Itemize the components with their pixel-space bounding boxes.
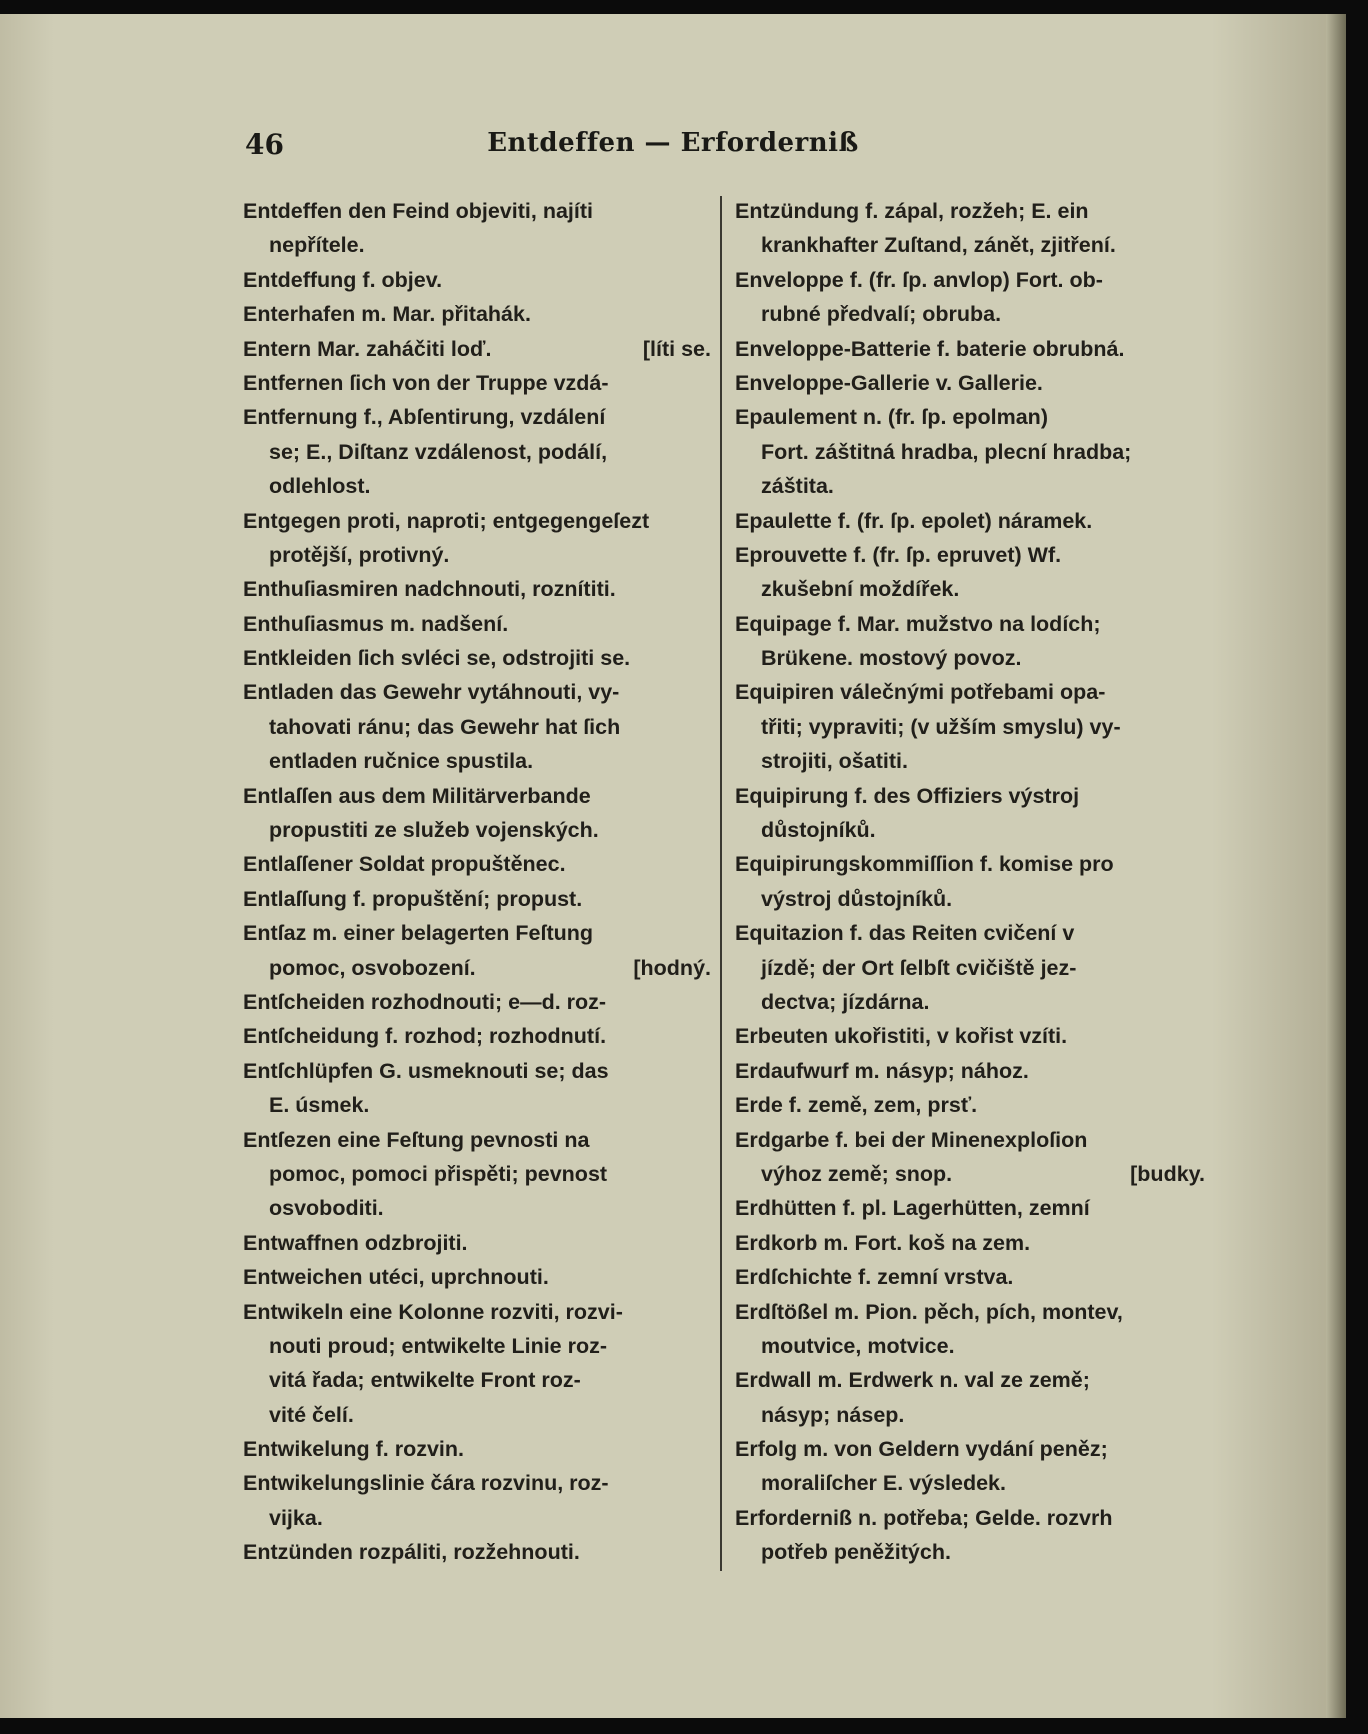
entry-text: Brükene. mostový povoz. <box>761 646 1022 671</box>
entry-text: Entwikeln eine Kolonne rozviti, rozvi- <box>243 1299 623 1324</box>
entry-text: Eprouvette f. (fr. ſp. epruvet) Wf. <box>735 542 1062 567</box>
book-page <box>0 14 1346 1718</box>
book-spine-shadow <box>1326 14 1346 1718</box>
entry-continuation-line <box>243 1088 711 1122</box>
entry-continuation-line <box>735 1466 1205 1500</box>
entry-text: Entlaſſung f. propuštění; propust. <box>243 886 583 911</box>
entry-text: tahovati ránu; das Gewehr hat ſich <box>269 714 621 739</box>
dictionary-entry-line <box>735 194 1205 228</box>
entry-continuation-line <box>243 710 711 744</box>
entry-text: protější, protivný. <box>269 542 450 567</box>
entry-text: moraliſcher E. výsledek. <box>761 1471 1006 1496</box>
dictionary-entry-line <box>735 916 1205 950</box>
entry-continuation-line <box>735 297 1205 331</box>
entry-text: Entſaz m. einer belagerten Feſtung <box>243 921 594 946</box>
entry-text: Entzünden rozpáliti, rozžehnouti. <box>243 1540 580 1565</box>
entry-text: se; E., Diſtanz vzdálenost, podálí, <box>269 439 608 464</box>
entry-text: Epaulette f. (fr. ſp. epolet) náramek. <box>735 508 1093 533</box>
entry-continuation-line <box>243 538 711 572</box>
entry-text: Entweichen utéci, uprchnouti. <box>243 1265 549 1290</box>
entry-text: Entgegen proti, naproti; entgegengeſezt <box>243 508 650 533</box>
entry-continuation-line <box>243 435 711 469</box>
entry-continuation-line <box>243 1191 711 1225</box>
entry-text: krankhafter Zuſtand, zánět, zjitření. <box>761 233 1116 258</box>
entry-text: Entkleiden ſich svléci se, odstrojiti se. <box>243 646 631 671</box>
dictionary-entry-line <box>735 1501 1205 1535</box>
entry-continuation-line <box>243 813 711 847</box>
dictionary-entry-line <box>243 985 711 1019</box>
entry-text: Enveloppe-Batterie f. baterie obrubná. <box>735 336 1125 361</box>
entry-text: Erdſchichte f. zemní vrstva. <box>735 1265 1014 1290</box>
entry-text: Erdgarbe f. bei der Minenexploſion <box>735 1127 1088 1152</box>
entry-text: Entern Mar. zaháčiti loď. <box>243 336 492 361</box>
entry-text: Epaulement n. (fr. ſp. epolman) <box>735 405 1048 430</box>
entry-text: osvoboditi. <box>269 1196 384 1221</box>
entry-continuation-line <box>243 1329 711 1363</box>
dictionary-entry-line <box>243 1226 711 1260</box>
dictionary-entry-line <box>735 504 1205 538</box>
entry-text: vitá řada; entwikelte Front roz- <box>269 1368 581 1393</box>
entry-text: Entlaſſen aus dem Militärverbande <box>243 783 591 808</box>
entry-text: záštita. <box>761 474 834 499</box>
entry-text: Equipiren válečnými potřebami opa- <box>735 680 1106 705</box>
entry-text: Equipirung f. des Offiziers výstroj <box>735 783 1080 808</box>
entry-continuation-line <box>735 228 1205 262</box>
dictionary-entry-line <box>735 675 1205 709</box>
hyphenation-tail: [hodný. <box>633 955 711 980</box>
entry-text: Entwikelungslinie čára rozvinu, roz- <box>243 1471 609 1496</box>
entry-text: Entwaffnen odzbrojiti. <box>243 1230 468 1255</box>
entry-text: nepřítele. <box>269 233 365 258</box>
entry-continuation-line <box>735 882 1205 916</box>
page-header <box>0 122 1346 166</box>
entry-text: Erforderniß n. potřeba; Gelde. rozvrh <box>735 1505 1113 1530</box>
entry-continuation-line <box>735 1535 1205 1569</box>
entry-text: Entfernen ſich von der Truppe vzdá- <box>243 370 609 395</box>
entry-text: Entlaſſener Soldat propuštěnec. <box>243 852 566 877</box>
dictionary-entry-line <box>243 572 711 606</box>
entry-text: Erbeuten ukořistiti, v kořist vzíti. <box>735 1024 1068 1049</box>
dictionary-entry-line <box>243 1295 711 1329</box>
entry-text: Entſcheiden rozhodnouti; e—d. roz- <box>243 989 607 1014</box>
entry-continuation-line <box>735 710 1205 744</box>
entry-text: Enveloppe f. (fr. ſp. anvlop) Fort. ob- <box>735 267 1103 292</box>
hyphenation-tail: [líti se. <box>642 336 711 361</box>
entry-text: Erfolg m. von Geldern vydání peněz; <box>735 1437 1108 1462</box>
entry-text: násyp; násep. <box>761 1402 905 1427</box>
entry-text: Enthuſiasmus m. nadšení. <box>243 611 509 636</box>
dictionary-entry-line <box>243 1432 711 1466</box>
page-number: 46 <box>245 128 284 161</box>
entry-text: rubné předvalí; obruba. <box>761 302 1002 327</box>
dictionary-entry-line <box>735 263 1205 297</box>
entry-continuation-line <box>243 469 711 503</box>
dictionary-entry-line <box>243 194 711 228</box>
dictionary-entry-line <box>735 1260 1205 1294</box>
entry-text: dectva; jízdárna. <box>761 989 930 1014</box>
entry-text: moutvice, motvice. <box>761 1333 955 1358</box>
entry-continuation-line <box>243 228 711 262</box>
entry-text: E. úsmek. <box>269 1093 370 1118</box>
dictionary-entry-line <box>243 1466 711 1500</box>
entry-continuation-line <box>735 1329 1205 1363</box>
entry-text: Equitazion f. das Reiten cvičení v <box>735 921 1075 946</box>
dictionary-entry-line <box>735 1054 1205 1088</box>
entry-text: Entſcheidung f. rozhod; rozhodnutí. <box>243 1024 607 1049</box>
entry-continuation-line <box>243 1363 711 1397</box>
dictionary-entry-line <box>735 400 1205 434</box>
dictionary-entry-line <box>735 779 1205 813</box>
dictionary-entry-line <box>243 1260 711 1294</box>
dictionary-entry-line <box>243 504 711 538</box>
entry-text: důstojníků. <box>761 818 876 843</box>
entry-continuation-line <box>735 1398 1205 1432</box>
entry-text: Fort. záštitná hradba, plecní hradba; <box>761 439 1132 464</box>
dictionary-entry-line <box>243 400 711 434</box>
entry-text: zkušební moždířek. <box>761 577 960 602</box>
dictionary-entry-line <box>243 882 711 916</box>
dictionary-entry-line <box>243 1535 711 1569</box>
entry-continuation-line <box>735 641 1205 675</box>
dictionary-entry-line <box>243 263 711 297</box>
entry-text: výstroj důstojníků. <box>761 886 953 911</box>
entry-continuation-line <box>243 1501 711 1535</box>
entry-text: Erdwall m. Erdwerk n. val ze země; <box>735 1368 1090 1393</box>
dictionary-entry-line <box>243 779 711 813</box>
entry-text: jízdě; der Ort ſelbſt cvičiště jez- <box>761 955 1077 980</box>
dictionary-entry-line <box>243 847 711 881</box>
dictionary-entry-line <box>735 1432 1205 1466</box>
entry-text: Enthuſiasmiren nadchnouti, roznítiti. <box>243 577 616 602</box>
entry-continuation-line <box>735 1157 1205 1191</box>
dictionary-entry-line <box>735 366 1205 400</box>
dictionary-entry-line <box>735 1019 1205 1053</box>
dictionary-entry-line <box>735 1088 1205 1122</box>
entry-text: Entladen das Gewehr vytáhnouti, vy- <box>243 680 620 705</box>
column-divider <box>720 196 722 1571</box>
entry-text: vijka. <box>269 1505 323 1530</box>
entry-text: Entſezen eine Feſtung pevnosti na <box>243 1127 590 1152</box>
entry-text: Entzündung f. zápal, rozžeh; E. ein <box>735 199 1089 223</box>
entry-continuation-line <box>243 951 711 985</box>
entry-text: strojiti, ošatiti. <box>761 749 908 774</box>
entry-text: entladen ručnice spustila. <box>269 749 534 774</box>
dictionary-entry-line <box>243 1123 711 1157</box>
dictionary-entry-line <box>243 297 711 331</box>
dictionary-entry-line <box>735 1363 1205 1397</box>
entry-text: Entdeffung f. objev. <box>243 267 443 292</box>
dictionary-entry-line <box>243 641 711 675</box>
entry-text: výhoz země; snop. <box>761 1161 953 1186</box>
dictionary-entry-line <box>735 332 1205 366</box>
dictionary-entry-line <box>243 1054 711 1088</box>
entry-continuation-line <box>735 985 1205 1019</box>
entry-text: Equipage f. Mar. mužstvo na lodích; <box>735 611 1101 636</box>
entry-text: Erdhütten f. pl. Lagerhütten, zemní <box>735 1196 1090 1221</box>
entry-continuation-line <box>243 1157 711 1191</box>
dictionary-entry-line <box>735 1123 1205 1157</box>
entry-text: pomoc, pomoci přispěti; pevnost <box>269 1161 608 1186</box>
entry-text: vité čelí. <box>269 1402 354 1427</box>
dictionary-entry-line <box>243 916 711 950</box>
entry-text: Erdkorb m. Fort. koš na zem. <box>735 1230 1031 1255</box>
dictionary-entry-line <box>735 847 1205 881</box>
entry-text: třiti; vypraviti; (v užším smyslu) vy- <box>761 714 1121 739</box>
entry-text: Erdaufwurf m. násyp; nához. <box>735 1058 1029 1083</box>
dictionary-entry-line <box>735 607 1205 641</box>
entry-text: Entfernung f., Abſentirung, vzdálení <box>243 405 606 430</box>
dictionary-entry-line <box>735 1295 1205 1329</box>
entry-text: Equipirungskommiſſion f. komise pro <box>735 852 1114 877</box>
entry-continuation-line <box>243 744 711 778</box>
entry-text: Entdeffen den Feind objeviti, najíti <box>243 199 593 223</box>
dictionary-entry-line <box>735 1226 1205 1260</box>
left-column <box>243 194 711 1570</box>
entry-continuation-line <box>735 813 1205 847</box>
entry-continuation-line <box>735 469 1205 503</box>
entry-text: propustiti ze služeb vojenských. <box>269 818 599 843</box>
dictionary-entry-line <box>243 332 711 366</box>
entry-text: odlehlost. <box>269 474 371 499</box>
dictionary-entry-line <box>735 538 1205 572</box>
entry-text: Erdſtößel m. Pion. pěch, pích, montev, <box>735 1299 1123 1324</box>
dictionary-entry-line <box>243 675 711 709</box>
entry-text: pomoc, osvobození. <box>269 955 476 980</box>
dictionary-entry-line <box>243 607 711 641</box>
dictionary-entry-line <box>243 366 711 400</box>
entry-continuation-line <box>735 744 1205 778</box>
entry-text: potřeb peněžitých. <box>761 1540 951 1565</box>
entry-text: Entwikelung f. rozvin. <box>243 1437 464 1462</box>
entry-text: Enveloppe-Gallerie v. Gallerie. <box>735 370 1043 395</box>
hyphenation-tail: [budky. <box>1130 1161 1205 1186</box>
entry-continuation-line <box>735 435 1205 469</box>
entry-continuation-line <box>735 951 1205 985</box>
dictionary-entry-line <box>243 1019 711 1053</box>
entry-text: Erde f. země, zem, prsť. <box>735 1093 978 1118</box>
entry-text: Enterhafen m. Mar. přitahák. <box>243 302 531 327</box>
entry-continuation-line <box>735 572 1205 606</box>
running-head: Entdeffen — Erforderniß <box>487 128 859 158</box>
dictionary-entry-line <box>735 1191 1205 1225</box>
right-column <box>735 194 1205 1570</box>
entry-continuation-line <box>243 1398 711 1432</box>
entry-text: nouti proud; entwikelte Linie roz- <box>269 1333 608 1358</box>
entry-text: Entſchlüpfen G. usmeknouti se; das <box>243 1058 609 1083</box>
